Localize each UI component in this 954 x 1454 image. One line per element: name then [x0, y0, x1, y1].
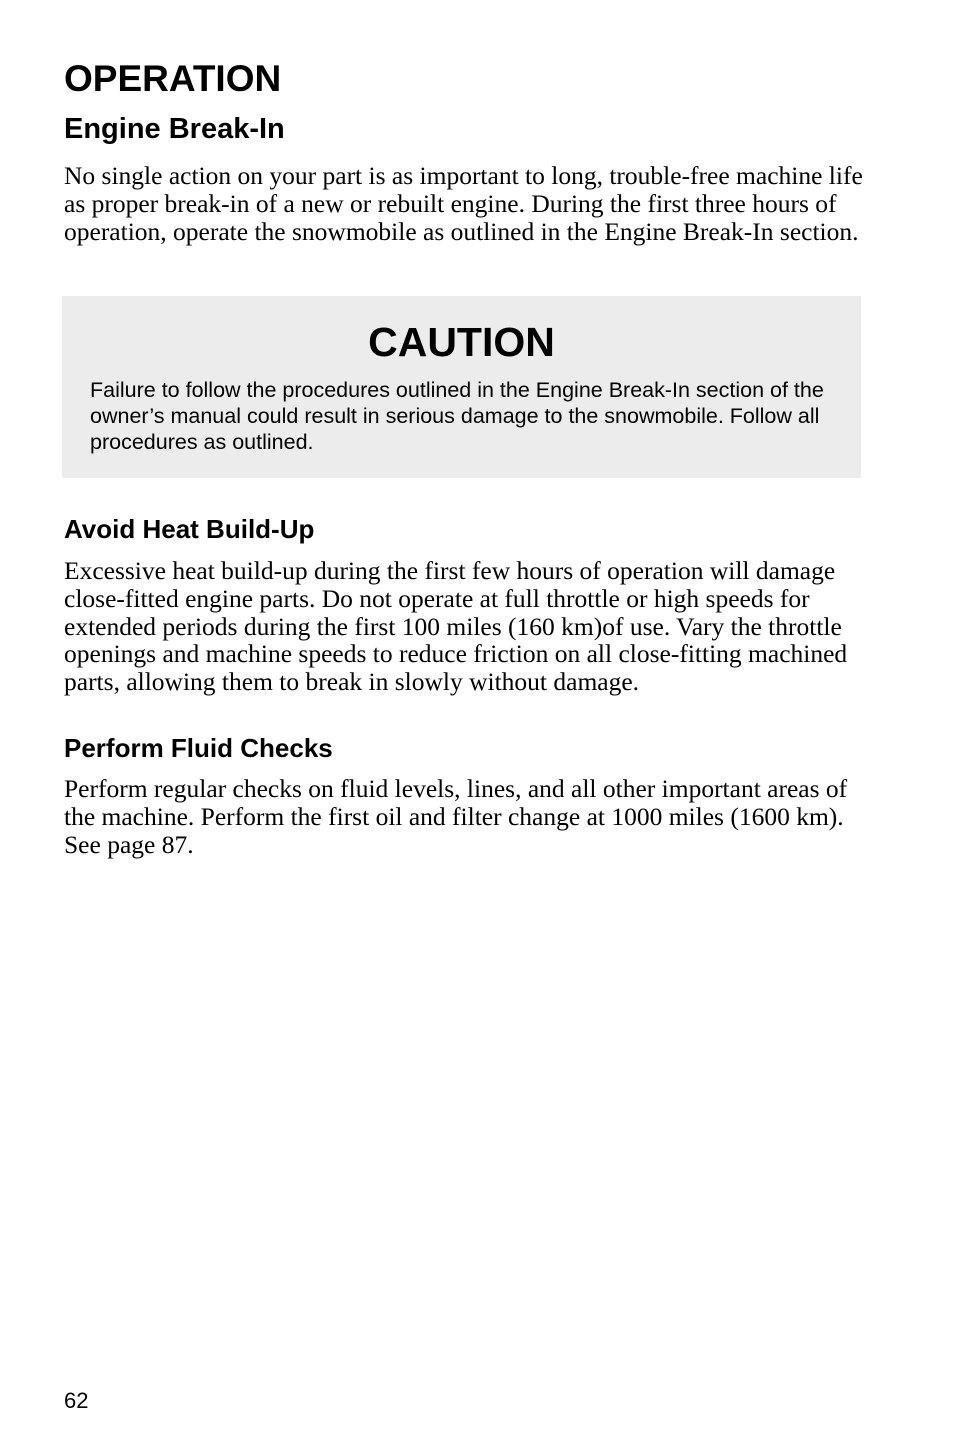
- caution-box: [62, 296, 861, 478]
- caution-heading: CAUTION: [368, 319, 555, 365]
- page-number: 62: [64, 1388, 89, 1413]
- page-subtitle: Engine Break-In: [64, 113, 285, 145]
- section-title: OPERATION: [64, 58, 282, 99]
- intro-paragraph: No single action on your part is as important to long, trouble-free machine life as proper break-in of a new or rebuilt engine. During the first three hours of operation, operate the snowmobile as outlined in the Engine Break-In section.: [64, 161, 863, 246]
- fluid-checks-heading: Perform Fluid Checks: [64, 733, 333, 763]
- caution-text: Failure to follow the procedures outlined in the Engine Break-In section of the owner’s manual could result in serious damage to the snowmobile. Follow all procedures as outlined.: [90, 378, 824, 454]
- fluid-checks-paragraph: Perform regular checks on fluid levels, lines, and all other important areas of the machine. Perform the first oil and filter change at 1000 miles (1600 km). See page 87.: [64, 774, 848, 859]
- heat-build-up-paragraph: Excessive heat build-up during the first few hours of operation will damage close-fitted engine parts. Do not operate at full throttle or high speeds for extended periods during the first 100 miles (160 km)of use. Vary the throttle openings and machine speeds to reduce friction on all close-fitting machined parts, allowing them to break in slowly without damage.: [64, 556, 848, 697]
- heat-build-up-heading: Avoid Heat Build-Up: [64, 514, 315, 544]
